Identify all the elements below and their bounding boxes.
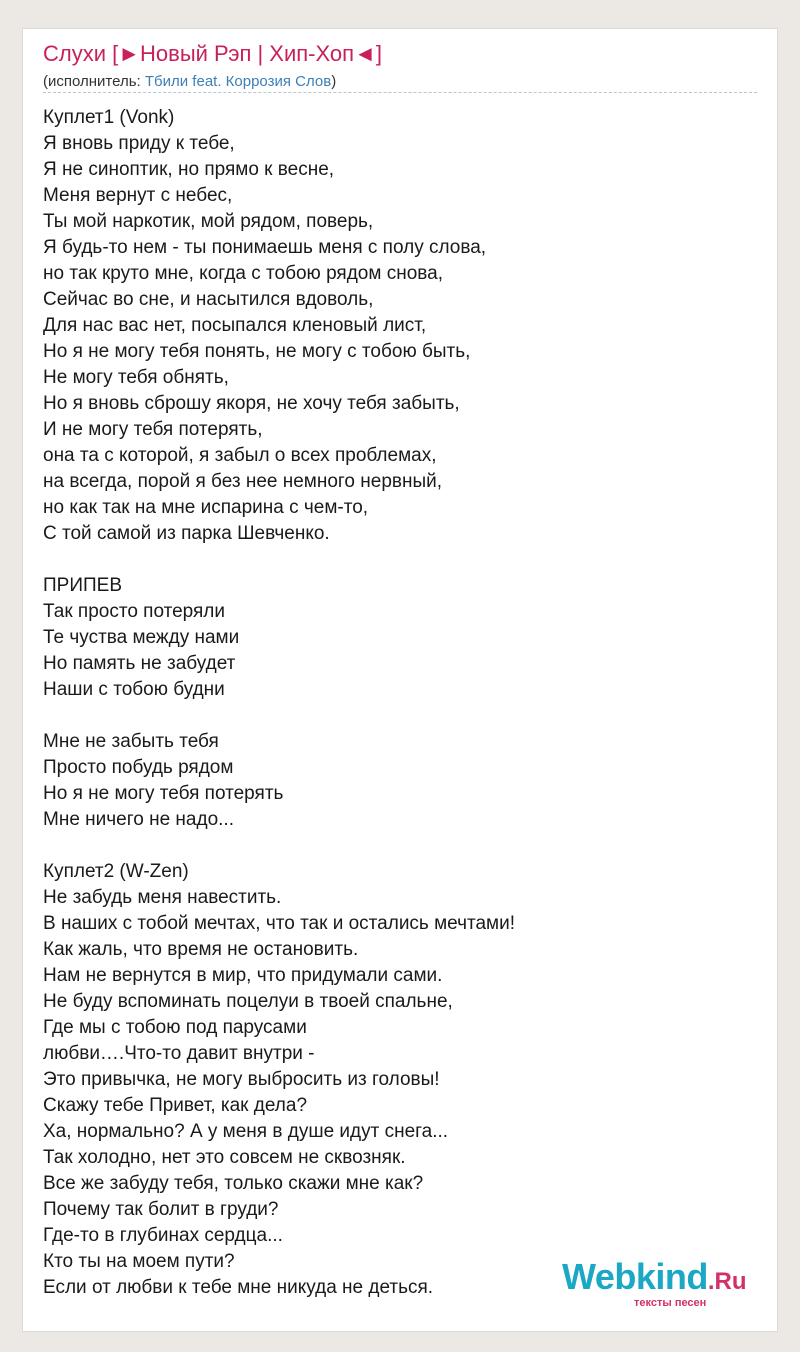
artist-suffix: ) (331, 73, 337, 90)
lyric-line: Наши с тобою будни (43, 679, 225, 700)
lyric-line: И не могу тебя потерять, (43, 419, 263, 440)
lyric-line: Почему так болит в груди? (43, 1199, 279, 1220)
logo-main-text: Webkind (562, 1256, 708, 1297)
lyric-line: Ты мой наркотик, мой рядом, поверь, (43, 211, 374, 232)
lyric-line: Для нас вас нет, посыпался кленовый лист, (43, 315, 427, 336)
lyric-line: Где мы с тобою под парусами (43, 1017, 307, 1038)
webkind-logo[interactable] (562, 1256, 747, 1309)
lyric-line: Мне не забыть тебя (43, 731, 219, 752)
lyric-line: Сейчас во сне, и насытился вдоволь, (43, 289, 374, 310)
lyric-line: Меня вернут с небес, (43, 185, 233, 206)
lyric-line: Но я вновь сброшу якоря, не хочу тебя забыть, (43, 393, 460, 414)
song-title: Слухи [►Новый Рэп | Хип-Хоп◄] (43, 41, 382, 66)
lyric-line: но так круто мне, когда с тобою рядом снова, (43, 263, 444, 284)
lyric-line: Все же забуду тебя, только скажи мне как? (43, 1173, 424, 1194)
lyric-line: Я будь-то нем - ты понимаешь меня с полу слова, (43, 237, 487, 258)
lyric-line: Но память не забудет (43, 653, 236, 674)
lyric-line: С той самой из парка Шевченко. (43, 523, 330, 544)
lyric-line: Не буду вспоминать поцелуи в твоей спальне, (43, 991, 453, 1012)
lyric-line: Но я не могу тебя потерять (43, 783, 284, 804)
artist-line (43, 73, 336, 90)
lyric-line: Не забудь меня навестить. (43, 887, 282, 908)
lyric-line: Как жаль, что время не остановить. (43, 939, 359, 960)
stanza-gap (43, 703, 515, 729)
lyric-line: Но я не могу тебя понять, не могу с тобою быть, (43, 341, 471, 362)
lyric-line: Нам не вернутся в мир, что придумали сами. (43, 965, 443, 986)
lyric-line: она та с которой, я забыл о всех проблемах, (43, 445, 437, 466)
lyric-line: Куплет2 (W-Zen) (43, 861, 189, 882)
logo-tld-text: .Ru (707, 1268, 747, 1295)
lyric-line: Ха, нормально? А у меня в душе идут снега... (43, 1121, 449, 1142)
stanza-gap (43, 833, 515, 859)
lyric-line: Так холодно, нет это совсем не сквозняк. (43, 1147, 406, 1168)
lyric-line: Кто ты на моем пути? (43, 1251, 235, 1272)
lyric-line: на всегда, порой я без нее немного нервный, (43, 471, 443, 492)
lyric-line: Если от любви к тебе мне никуда не деться. (43, 1277, 434, 1298)
lyric-line: Где-то в глубинах сердца... (43, 1225, 283, 1246)
lyric-line: ПРИПЕВ (43, 575, 122, 596)
lyric-line: Куплет1 (Vonk) (43, 107, 175, 128)
logo-subtitle: тексты песен (634, 1297, 707, 1309)
divider (43, 92, 757, 93)
lyric-line: В наших с тобой мечтах, что так и остались мечтами! (43, 913, 516, 934)
lyric-line: Я вновь приду к тебе, (43, 133, 235, 154)
lyric-line: но как так на мне испарина с чем-то, (43, 497, 369, 518)
lyric-line: Просто побудь рядом (43, 757, 234, 778)
lyric-line: Те чуства между нами (43, 627, 240, 648)
lyric-line: Это привычка, не могу выбросить из головы! (43, 1069, 440, 1090)
lyric-line: Не могу тебя обнять, (43, 367, 229, 388)
lyric-line: Скажу тебе Привет, как дела? (43, 1095, 308, 1116)
artist-link[interactable]: Тбили feat. Коррозия Слов (144, 73, 332, 90)
lyric-line: Я не синоптик, но прямо к весне, (43, 159, 335, 180)
lyrics-text (43, 105, 515, 1301)
lyrics-card (22, 28, 778, 1332)
lyric-line: Мне ничего не надо... (43, 809, 234, 830)
lyric-line: любви….Что-то давит внутри - (43, 1043, 315, 1064)
stanza-gap (43, 547, 515, 573)
lyric-line: Так просто потеряли (43, 601, 226, 622)
artist-prefix: (исполнитель: (43, 73, 145, 90)
